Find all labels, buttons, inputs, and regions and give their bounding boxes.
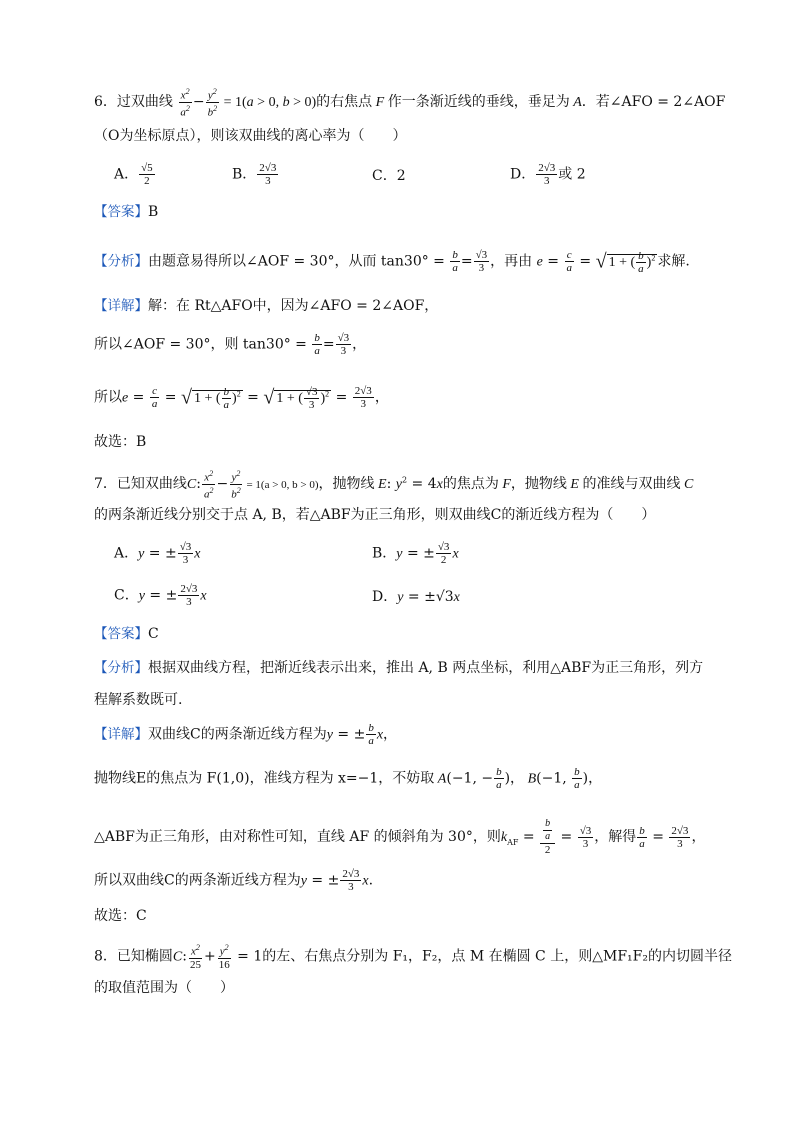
q8-stem-a: 已知椭圆 [116,948,173,965]
q6-stem-a: 过双曲线 [116,94,173,111]
q6-detail-line1 [94,296,438,316]
q6-option-d-label: D． [510,166,536,183]
q6-stem-line2: （O为坐标原点），则该双曲线的离心率为（ ） [94,128,407,144]
q7-detail-4: 所以双曲线C的两条渐近线方程为 [94,872,301,889]
q6-detail-1: 解：在 Rt△AFO中，因为∠AFO = 2∠AOF， [148,298,439,314]
q7-stem-e: 的准线与双曲线 [582,476,681,493]
q6-stem-b: 的右焦点 [316,94,373,111]
q6-option-d-tail: 或 2 [558,166,586,183]
q6-detail-line3: 所以e = $\frac{c}{a}$ = √ 1 + ( $\frac{b}{a}$ )$^2$ = √ 1 + ( $\frac{√3}{3}$ )$^2$ = $\frac{2√3}{3}$ ， [94,385,389,411]
q6-option-c: C．2 [372,168,406,184]
q7-stem-c: 的焦点为 [442,476,499,493]
q8-stem-b: 的左、右焦点分别为 F₁，F₂，点 M 在椭圆 C 上，则△MF₁F₂的内切圆半径 [262,948,732,965]
q7-analysis-line1 [94,658,703,678]
q7-option-d-label: D． [372,589,398,605]
q8-number: 8． [94,948,117,965]
q6-analysis: 【分析】由题意易得所以∠AOF = 30°，从而 tan30° = $\frac{b}{a}$ = $\frac{√3}{3}$ ，再由 e = $\frac{c}{a}$ = √ 1 + ( $\frac{b}{a}$ )$^2$ 求解. [94,249,690,275]
q6-number: 6． [94,94,117,111]
q6-frac-y: $\frac{y^2}{b^2}$ [207,87,218,119]
q7-stem-d: ，抛物线 [510,476,567,493]
q6-answer-tag: 【答案】 [94,204,148,220]
q6-detail-2: 所以∠AOF = 30°，则 tan30° = [94,336,307,353]
q6-option-a: A． $\frac{√5}{2}$ [114,162,153,187]
q6-analysis-a: 由题意易得所以∠AOF = 30°，从而 tan30° = [148,253,445,270]
q7-option-b-label: B． [372,545,397,562]
q6-option-d: D． $\frac{2√3}{3}$ 或 2 [510,162,586,187]
q7-analysis-1: 根据双曲线方程，把渐近线表示出来，推出 A, B 两点坐标，利用△ABF为正三角形，列方 [148,660,704,676]
q7-answer [94,624,159,644]
q7-stem-line2: 的两条渐近线分别交于点 A, B，若△ABF为正三角形，则双曲线C的渐近线方程为（ ） [94,507,656,523]
q7-detail-line3: △ABF为正三角形，由对称性可知，直线 AF 的倾斜角为 30°，则$k_{AF}$ = $\frac{\frac{b}{a}}{2}$ = $\frac{√3}{3}$ ，解得 $\frac{b}{a}$ = $\frac{2√3}{3}$ ， [94,818,706,856]
q7-detail-3a: △ABF为正三角形，由对称性可知，直线 AF 的倾斜角为 30°，则 [94,829,501,845]
q6-stem-d: ．若∠AFO = 2∠AOF [581,94,726,111]
q7-option-a: A．y = ± $\frac{√3}{3}$ x [114,541,201,566]
q7-detail-3b: ，解得 [594,829,637,845]
q8-stem-line2: 的取值范围为（ ） [94,980,234,996]
q7-detail-2: 抛物线E的焦点为 F(1,0)，准线方程为 x=−1，不妨取 [94,770,435,787]
q6-analysis-b: ，再由 [490,253,533,270]
q6-detail-line2: 所以∠AOF = 30°，则 tan30° = $\frac{b}{a}$ = $\frac{√3}{3}$ ， [94,332,367,357]
q7-detail-line2: 抛物线E的焦点为 F(1,0)，准线方程为 x=−1，不妨取 A(−1, − $\frac{b}{a}$ )， B(−1, $\frac{b}{a}$ )， [94,766,603,791]
q6-option-b: B． $\frac{2√3}{3}$ [232,162,277,187]
q6-analysis-tag: 【分析】 [94,253,148,270]
q7-stem-line1: 7．已知双曲线C: $\frac{x^2}{a^2}$ − $\frac{y^2}{b^2}$ = 1(a > 0, b > 0)，抛物线 E: $y^2 = 4x$的焦点为 F，抛物线 E 的准线与双曲线 C [94,469,694,501]
q7-stem-b: ，抛物线 [318,476,375,493]
q6-stem-line1: 6．过双曲线 $\frac{x^2}{a^2}$ − $\frac{y^2}{b^2}$ = 1(a > 0, b > 0)的右焦点 F 作一条渐近线的垂线，垂足为 A．若∠AFO = 2∠AOF [94,87,726,119]
q7-option-a-label: A． [114,545,139,562]
q6-detail-tag: 【详解】 [94,298,148,314]
q7-stem-a: 已知双曲线 [116,476,187,493]
q6-analysis-c: 求解. [657,253,690,270]
q6-frac-x: $\frac{x^2}{a^2}$ [180,87,190,119]
q7-choose: 故选：C [94,908,147,924]
q7-number: 7． [94,476,117,493]
q7-analysis-tag: 【分析】 [94,660,148,676]
q6-answer-value: B [148,204,159,220]
q8-stem-line1: 8．已知椭圆C: $\frac{x^2}{25}$ + $\frac{y^2}{16}$ = 1的左、右焦点分别为 F₁，F₂，点 M 在椭圆 C 上，则△MF₁F₂的内切圆半径 [94,943,732,971]
q7-detail-line1: 【详解】双曲线C的两条渐近线方程为y = ± $\frac{b}{a}$ x， [94,722,398,747]
q6-option-b-label: B． [232,166,257,183]
q6-stem-c: 作一条渐近线的垂线，垂足为 [387,94,570,111]
q7-option-c: C．y = ± $\frac{2√3}{3}$ x [114,583,207,608]
q7-detail-tag: 【详解】 [94,726,148,743]
q7-option-b: B．y = ± $\frac{√3}{2}$ x [372,541,459,566]
q6-option-a-label: A． [114,166,139,183]
q7-answer-tag: 【答案】 [94,626,148,642]
q7-analysis-line2: 程解系数既可. [94,692,183,708]
q6-answer [94,202,158,222]
q7-detail-1: 双曲线C的两条渐近线方程为 [148,726,327,743]
q7-option-d: D．y = ±√3x [372,589,460,605]
q7-answer-value: C [148,626,159,642]
q7-detail-line4: 所以双曲线C的两条渐近线方程为y = ± $\frac{2√3}{3}$ x. [94,868,374,893]
q6-choose: 故选：B [94,434,147,450]
q6-detail-3: 所以 [94,389,122,406]
q7-option-c-label: C． [114,587,139,604]
